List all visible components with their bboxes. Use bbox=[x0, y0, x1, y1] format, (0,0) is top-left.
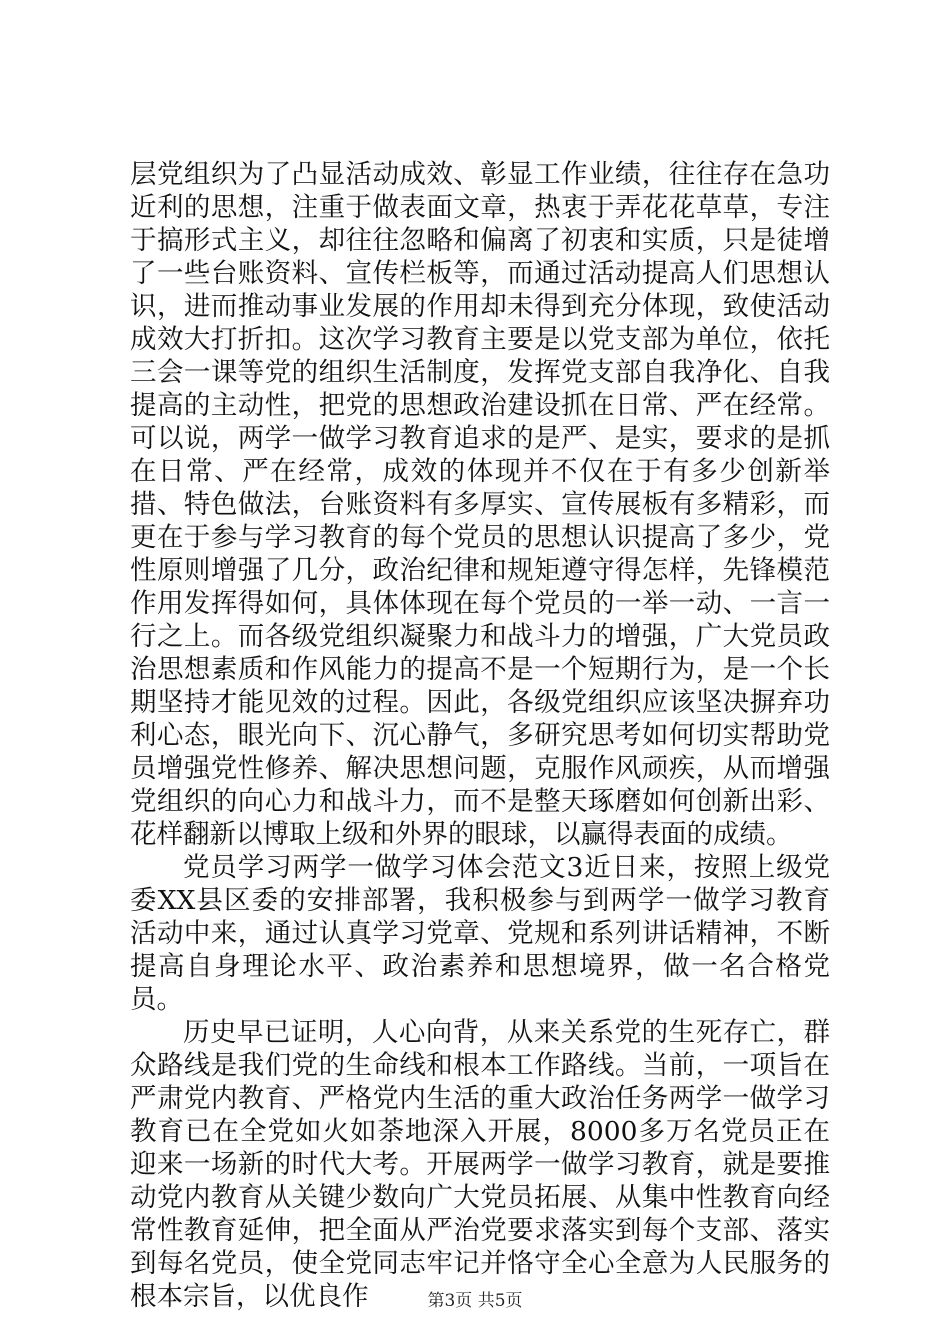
paragraph-3: 历史早已证明，人心向背，从来关系党的生死存亡，群众路线是我们党的生命线和根本工作路线。当前，一项旨在严肃党内教育、严格党内生活的重大政治任务两学一做学习教育已在全党如火如荼地深入开展，8000多万名党员正在迎来一场新的时代大考。开展两学一做学习教育，就是要推动党内教育从关键少数向广大党员拓展、从集中性教育向经常性教育延伸，把全面从严治党要求落实到每个支部、落实到每名党员，使全党同志牢记并恪守全心全意为人民服务的根本宗旨，以优良作 bbox=[130, 1017, 830, 1312]
page-footer bbox=[0, 1291, 950, 1311]
paragraph-1: 层党组织为了凸显活动成效、彰显工作业绩，往往存在急功近利的思想，注重于做表面文章，热衷于弄花花草草，专注于搞形式主义，却往往忽略和偏离了初衷和实质，只是徒增了一些台账资料、宣传栏板等，而通过活动提高人们思想认识，进而推动事业发展的作用却未得到充分体现，致使活动成效大打折扣。这次学习教育主要是以党支部为单位，依托三会一课等党的组织生活制度，发挥党支部自我净化、自我提高的主动性，把党的思想政治建设抓在日常、严在经常。可以说，两学一做学习教育追求的是严、是实，要求的是抓在日常、严在经常，成效的体现并不仅在于有多少创新举措、特色做法，台账资料有多厚实、宣传展板有多精彩，而更在于参与学习教育的每个党员的思想认识提高了多少，党性原则增强了几分，政治纪律和规矩遵守得怎样，先锋模范作用发挥得如何，具体体现在每个党员的一举一动、一言一行之上。而各级党组织凝聚力和战斗力的增强，广大党员政治思想素质和作风能力的提高不是一个短期行为，是一个长期坚持才能见效的过程。因此，各级党组织应该坚决摒弃功利心态，眼光向下、沉心静气，多研究思考如何切实帮助党员增强党性修养、解决思想问题，克服作风顽疾，从而增强党组织的向心力和战斗力，而不是整天琢磨如何创新出彩、花样翻新以博取上级和外界的眼球，以赢得表面的成绩。 bbox=[130, 159, 830, 850]
paragraph-2: 党员学习两学一做学习体会范文3近日来，按照上级党委XX县区委的安排部署，我积极参与到两学一做学习教育活动中来，通过认真学习党章、党规和系列讲话精神，不断提高自身理论水平、政治素养和思想境界，做一名合格党员。 bbox=[130, 852, 830, 1015]
document-body bbox=[130, 158, 830, 1313]
page-number: 第3页 共5页 bbox=[427, 1291, 523, 1311]
